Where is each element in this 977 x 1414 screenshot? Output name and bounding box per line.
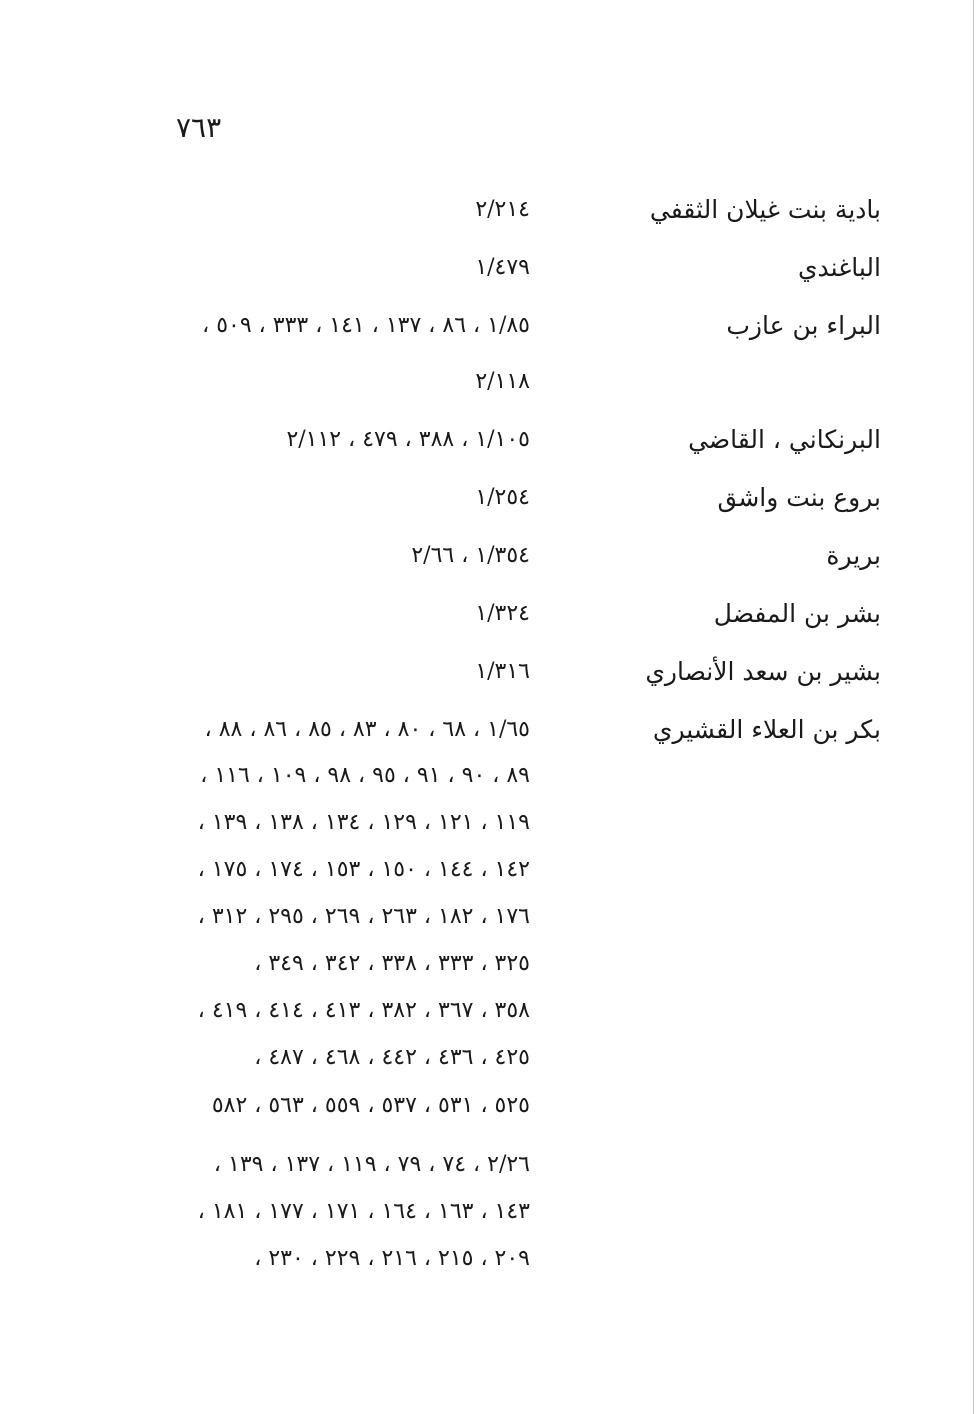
index-entry-refs: ٢/١١٨ bbox=[475, 369, 530, 394]
index-entry-name: بشير بن سعد الأنصاري bbox=[645, 657, 881, 686]
index-entry-refs: ١٤٣ ، ١٦٣ ، ١٦٤ ، ١٧١ ، ١٧٧ ، ١٨١ ، bbox=[197, 1199, 530, 1224]
index-entry-refs: ١/٨٥ ، ٨٦ ، ١٣٧ ، ١٤١ ، ٣٣٣ ، ٥٠٩ ، bbox=[202, 313, 530, 338]
index-entry-refs: ١٤٢ ، ١٤٤ ، ١٥٠ ، ١٥٣ ، ١٧٤ ، ١٧٥ ، bbox=[197, 857, 530, 882]
index-entry-refs: ٣٥٨ ، ٣٦٧ ، ٣٨٢ ، ٤١٣ ، ٤١٤ ، ٤١٩ ، bbox=[197, 998, 530, 1023]
index-entry-refs: ١/٤٧٩ bbox=[475, 255, 530, 280]
index-entry-refs: ١/٣١٦ bbox=[475, 659, 530, 684]
index-entry-name: البرنكاني ، القاضي bbox=[688, 425, 881, 454]
index-entry-refs: ٣٢٥ ، ٣٣٣ ، ٣٣٨ ، ٣٤٢ ، ٣٤٩ ، bbox=[254, 951, 530, 976]
index-entry-refs: ١/٦٥ ، ٦٨ ، ٨٠ ، ٨٣ ، ٨٥ ، ٨٦ ، ٨٨ ، bbox=[204, 717, 530, 742]
index-entry-name: بروع بنت واشق bbox=[717, 483, 881, 512]
index-entry-refs: ٢/٢١٤ bbox=[475, 197, 530, 222]
index-entry-refs: ٤٢٥ ، ٤٣٦ ، ٤٤٢ ، ٤٦٨ ، ٤٨٧ ، bbox=[254, 1045, 530, 1070]
index-entry-name: الباغندي bbox=[797, 253, 881, 282]
index-entry-name: بادية بنت غيلان الثقفي bbox=[649, 195, 881, 224]
index-entry-refs: ٢/٢٦ ، ٧٤ ، ٧٩ ، ١١٩ ، ١٣٧ ، ١٣٩ ، bbox=[213, 1152, 530, 1177]
index-entry-name: بكر بن العلاء القشيري bbox=[652, 715, 881, 744]
index-entry-refs: ١/١٠٥ ، ٣٨٨ ، ٤٧٩ ، ٢/١١٢ bbox=[286, 427, 530, 452]
index-entry-refs: ١٧٦ ، ١٨٢ ، ٢٦٣ ، ٢٦٩ ، ٢٩٥ ، ٣١٢ ، bbox=[197, 904, 530, 929]
index-entry-refs: ١/٢٥٤ bbox=[475, 485, 530, 510]
index-entry-refs: ١١٩ ، ١٢١ ، ١٢٩ ، ١٣٤ ، ١٣٨ ، ١٣٩ ، bbox=[197, 810, 530, 835]
page-number: ٧٦٣ bbox=[176, 111, 222, 144]
index-entry-name: بشر بن المفضل bbox=[713, 599, 881, 628]
index-entry-refs: ١/٣٥٤ ، ٢/٦٦ bbox=[411, 543, 530, 568]
index-entry-refs: ٨٩ ، ٩٠ ، ٩١ ، ٩٥ ، ٩٨ ، ١٠٩ ، ١١٦ ، bbox=[200, 763, 530, 788]
index-entry-refs: ١/٣٢٤ bbox=[475, 601, 530, 626]
index-entry-refs: ٥٢٥ ، ٥٣١ ، ٥٣٧ ، ٥٥٩ ، ٥٦٣ ، ٥٨٢ bbox=[211, 1093, 530, 1118]
index-entry-refs: ٢٠٩ ، ٢١٥ ، ٢١٦ ، ٢٢٩ ، ٢٣٠ ، bbox=[254, 1246, 530, 1271]
index-entry-name: البراء بن عازب bbox=[726, 311, 881, 340]
index-entry-name: بريرة bbox=[826, 541, 881, 570]
